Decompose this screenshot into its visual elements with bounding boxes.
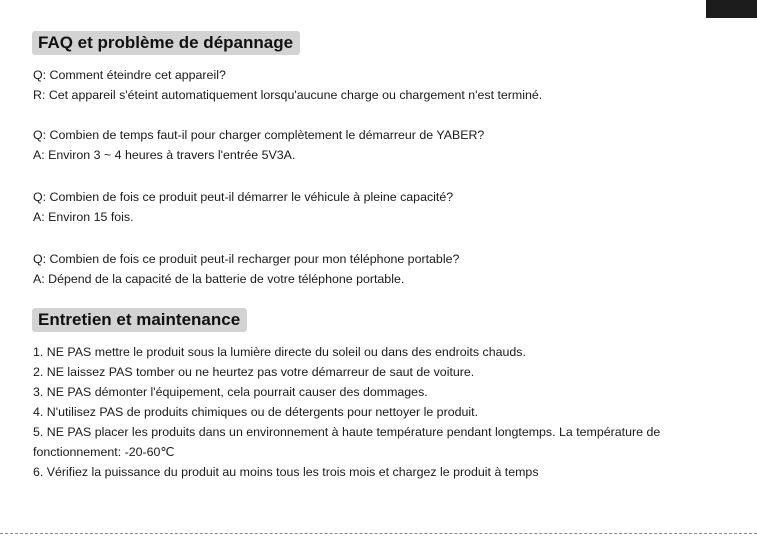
faq-item xyxy=(33,249,459,289)
faq-question: Q: Comment éteindre cet appareil? xyxy=(33,68,226,82)
faq-item xyxy=(33,187,453,227)
faq-heading: FAQ et problème de dépannage xyxy=(32,31,300,55)
page-tab-marker xyxy=(706,0,757,18)
faq-answer: A: Dépend de la capacité de la batterie de votre téléphone portable. xyxy=(33,272,405,286)
maintenance-heading: Entretien et maintenance xyxy=(32,308,247,332)
faq-question: Q: Combien de fois ce produit peut-il démarrer le véhicule à pleine capacité? xyxy=(33,190,454,204)
maintenance-item: 6. Vérifiez la puissance du produit au moins tous les trois mois et chargez le produit à temps xyxy=(33,465,539,479)
faq-item xyxy=(33,125,484,165)
faq-answer: A: Environ 3 ~ 4 heures à travers l'entrée 5V3A. xyxy=(33,148,296,162)
faq-answer: A: Environ 15 fois. xyxy=(33,210,134,224)
page-bottom-rule xyxy=(0,533,757,534)
maintenance-item: 5. NE PAS placer les produits dans un environnement à haute température pendant longtemps. La température de fonctionnement: -20-60℃ xyxy=(33,425,661,459)
maintenance-item: 3. NE PAS démonter l'équipement, cela pourrait causer des dommages. xyxy=(33,385,428,399)
faq-item xyxy=(33,65,542,105)
maintenance-list xyxy=(33,342,723,482)
maintenance-item: 4. N'utilisez PAS de produits chimiques ou de détergents pour nettoyer le produit. xyxy=(33,405,479,419)
maintenance-item: 1. NE PAS mettre le produit sous la lumière directe du soleil ou dans des endroits chauds. xyxy=(33,345,526,359)
faq-question: Q: Combien de fois ce produit peut-il recharger pour mon téléphone portable? xyxy=(33,252,460,266)
faq-question: Q: Combien de temps faut-il pour charger complètement le démarreur de YABER? xyxy=(33,128,485,142)
faq-answer: R: Cet appareil s'éteint automatiquement lorsqu'aucune charge ou chargement n'est terminé. xyxy=(33,88,543,102)
maintenance-item: 2. NE laissez PAS tomber ou ne heurtez pas votre démarreur de saut de voiture. xyxy=(33,365,475,379)
